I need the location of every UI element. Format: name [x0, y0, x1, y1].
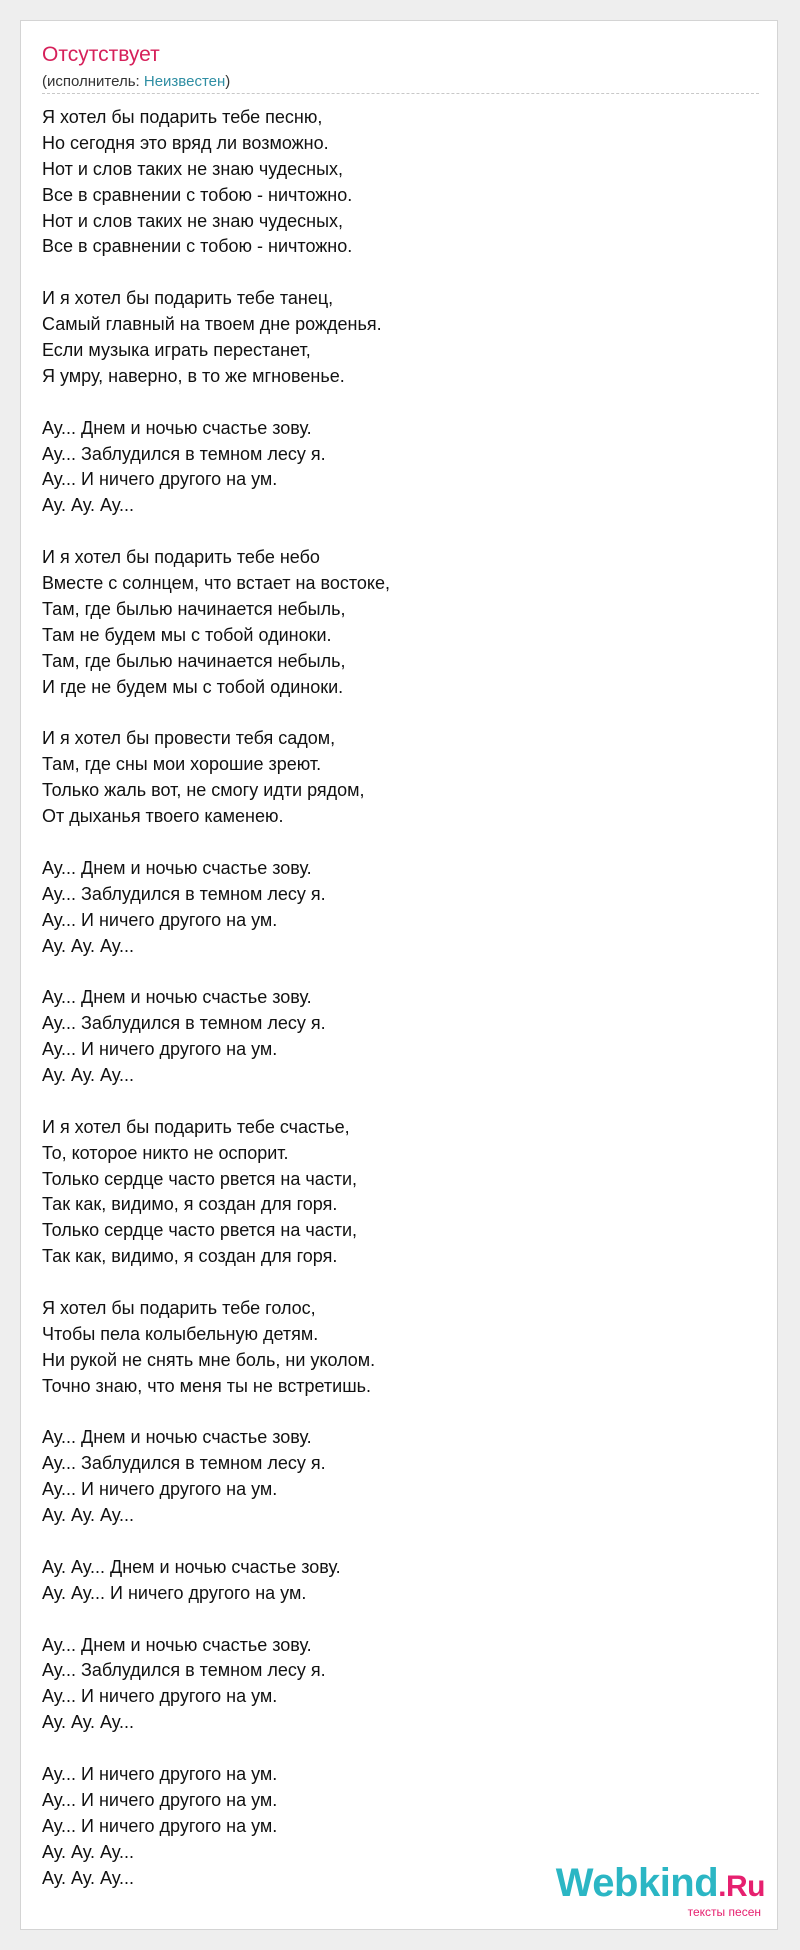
lyric-line: Ау... И ничего другого на ум. — [42, 1686, 278, 1707]
lyric-line: Там не будем мы с тобой одиноки. — [42, 624, 332, 645]
lyric-line: Там, где былью начинается небыль, — [42, 598, 346, 619]
lyric-line: Ау. Ау. Ау... — [42, 1712, 135, 1733]
stanza-gap — [42, 700, 742, 726]
logo-wordmark — [556, 1863, 765, 1907]
lyric-line: Только сердце часто рвется на части, — [42, 1220, 358, 1241]
lyric-line: Ау... И ничего другого на ум. — [42, 1764, 278, 1784]
lyric-line: Точно знаю, что меня ты не встретишь. — [42, 1375, 372, 1396]
stanza-gap — [42, 1089, 742, 1115]
lyrics-card — [20, 20, 778, 1930]
lyric-line: И где не будем мы с тобой одиноки. — [42, 676, 344, 697]
lyric-line: Так как, видимо, я создан для горя. — [42, 1194, 338, 1215]
lyric-line: Ау... Днем и ночью счастье зову. — [42, 1427, 312, 1448]
song-subtitle — [42, 73, 230, 90]
stanza-gap — [42, 1529, 742, 1555]
stanza-gap — [42, 830, 742, 856]
lyrics-text — [42, 105, 742, 1891]
lyric-line: И я хотел бы провести тебя садом, — [42, 728, 336, 749]
lyric-line: От дыханья твоего каменею. — [42, 806, 284, 827]
stanza-gap — [42, 1400, 742, 1426]
stanza-gap — [42, 519, 742, 545]
lyric-line: Все в сравнении с тобою - ничтожно. — [42, 184, 353, 205]
lyric-line: Ау. Ау... Днем и ночью счастье зову. — [42, 1556, 341, 1577]
lyric-line: Там, где сны мои хорошие зреют. — [42, 754, 322, 775]
lyric-line: Ау. Ау... И ничего другого на ум. — [42, 1582, 307, 1603]
lyric-line: Ау... Заблудился в темном лесу я. — [42, 1453, 326, 1474]
lyric-line: И я хотел бы подарить тебе счастье, — [42, 1116, 350, 1137]
lyric-line: Ау... Заблудился в темном лесу я. — [42, 1660, 326, 1681]
stanza-gap — [42, 1270, 742, 1296]
stanza-gap — [42, 959, 742, 985]
lyric-line: Ау... Днем и ночью счастье зову. — [42, 857, 312, 878]
lyric-line: Только сердце часто рвется на части, — [42, 1168, 358, 1189]
lyric-line: Ау... Заблудился в темном лесу я. — [42, 1013, 326, 1034]
stanza-gap — [42, 260, 742, 286]
stanza-gap — [42, 1607, 742, 1633]
lyric-line: Только жаль вот, не смогу идти рядом, — [42, 780, 365, 801]
lyric-line: Ау. Ау. Ау... — [42, 1867, 135, 1888]
lyric-line: Ау. Ау. Ау... — [42, 1841, 135, 1862]
lyric-line: То, которое никто не оспорит. — [42, 1142, 289, 1163]
lyric-line: Нот и слов таких не знаю чудесных, — [42, 210, 344, 231]
lyric-line: Ау... И ничего другого на ум. — [42, 469, 278, 490]
lyric-line: Ау. Ау. Ау... — [42, 1064, 135, 1085]
subtitle-prefix: (исполнитель: — [42, 73, 144, 90]
stanza-gap — [42, 390, 742, 416]
site-logo[interactable] — [556, 1863, 765, 1919]
lyric-line: Ау... И ничего другого на ум. — [42, 1789, 278, 1810]
lyric-line: И я хотел бы подарить тебе небо — [42, 547, 320, 568]
lyric-line: Ау. Ау. Ау... — [42, 935, 135, 956]
lyric-line: Ау. Ау. Ау... — [42, 1505, 135, 1526]
lyric-line: Ау... Днем и ночью счастье зову. — [42, 987, 312, 1008]
lyric-line: Ау... Заблудился в темном лесу я. — [42, 443, 326, 464]
subtitle-suffix: ) — [225, 73, 231, 90]
artist-link[interactable]: Неизвестен — [143, 73, 226, 90]
dashed-divider — [42, 93, 759, 94]
lyric-line: Ау... Днем и ночью счастье зову. — [42, 1634, 312, 1655]
lyric-line: Ау... Заблудился в темном лесу я. — [42, 883, 326, 904]
lyric-line: Ау. Ау. Ау... — [42, 495, 135, 516]
lyric-line: Ни рукой не снять мне боль, ни уколом. — [42, 1349, 376, 1370]
lyric-line: Если музыка играть перестанет, — [42, 340, 311, 361]
lyric-line: Ау... И ничего другого на ум. — [42, 1815, 278, 1836]
lyric-line: Нот и слов таких не знаю чудесных, — [42, 158, 344, 179]
lyric-line: Ау... Днем и ночью счастье зову. — [42, 417, 312, 438]
lyric-line: Ау... И ничего другого на ум. — [42, 1479, 278, 1500]
lyric-line: Я умру, наверно, в то же мгновенье. — [42, 365, 345, 386]
logo-suffix: .Ru — [718, 1870, 765, 1903]
lyric-line: Я хотел бы подарить тебе песню, — [42, 107, 323, 127]
lyric-line: Ау... И ничего другого на ум. — [42, 909, 278, 930]
lyric-line: Ау... И ничего другого на ум. — [42, 1039, 278, 1060]
lyric-line: Но сегодня это вряд ли возможно. — [42, 132, 329, 153]
lyric-line: Самый главный на твоем дне рожденья. — [42, 314, 382, 335]
lyric-line: И я хотел бы подарить тебе танец, — [42, 288, 334, 309]
song-title: Отсутствует — [42, 43, 160, 66]
lyric-line: Все в сравнении с тобою - ничтожно. — [42, 236, 353, 257]
lyric-line: Так как, видимо, я создан для горя. — [42, 1246, 338, 1267]
logo-tagline: тексты песен — [687, 1905, 761, 1919]
lyric-line: Вместе с солнцем, что встает на востоке, — [42, 573, 390, 594]
lyric-line: Я хотел бы подарить тебе голос, — [42, 1297, 316, 1318]
logo-main-text: Webkind — [555, 1861, 719, 1905]
stanza-gap — [42, 1736, 742, 1762]
lyric-line: Чтобы пела колыбельную детям. — [42, 1323, 319, 1344]
lyric-line: Там, где былью начинается небыль, — [42, 650, 346, 671]
